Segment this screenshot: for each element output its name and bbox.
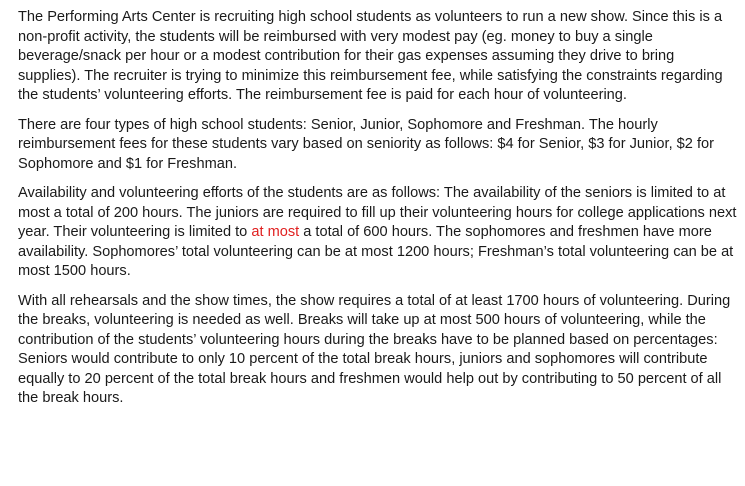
paragraph-break-hours: With all rehearsals and the show times, the show requires a total of at least 1700 hours of volunteering. During the breaks, volunteering is needed as well. Breaks will take up at most 500 hours of volunteering, while the contribution of the students’ volunteering hours during the breaks have to be planned based on percentages: Seniors would contribute to only 10 percent of the total break hours, juniors and sophomores will contribute equally to 20 percent of the total break hours and freshmen would help out by contributing to 50 percent of all the break hours. (18, 292, 731, 406)
paragraph-availability (18, 184, 737, 282)
highlighted-at-most: at most (251, 224, 300, 240)
availability-text-after: a total of 600 hours. The sophomores and freshmen have more availability. Sophomores’ total volunteering can be at most 1200 hours; Freshman’s total volunteering can be at most 1500 hours. (18, 224, 734, 279)
paragraph-student-types: There are four types of high school students: Senior, Junior, Sophomore and Freshman. The hourly reimbursement fees for these students vary based on seniority as follows: $4 for Senior, $3 for Junior, $2 for Sophomore and $1 for Freshman. (18, 116, 714, 172)
paragraph-intro: The Performing Arts Center is recruiting high school students as volunteers to run a new show. Since this is a non-profit activity, the students will be reimbursed with very modest pay (eg. money to buy a single beverage/snack per hour or a modest contribution for their gas expenses assuming they drive to bring supplies). The recruiter is trying to minimize this reimbursement fee, while satisfying the constraints regarding the students’ volunteering efforts. The reimbursement fee is paid for each hour of volunteering. (18, 9, 723, 103)
availability-text-before: Availability and volunteering efforts of the students are as follows: The availability of the seniors is limited to at most a total of 200 hours. The juniors are required to fill up their volunteering hours for college applications next year. Their volunteering is limited to (18, 185, 737, 240)
